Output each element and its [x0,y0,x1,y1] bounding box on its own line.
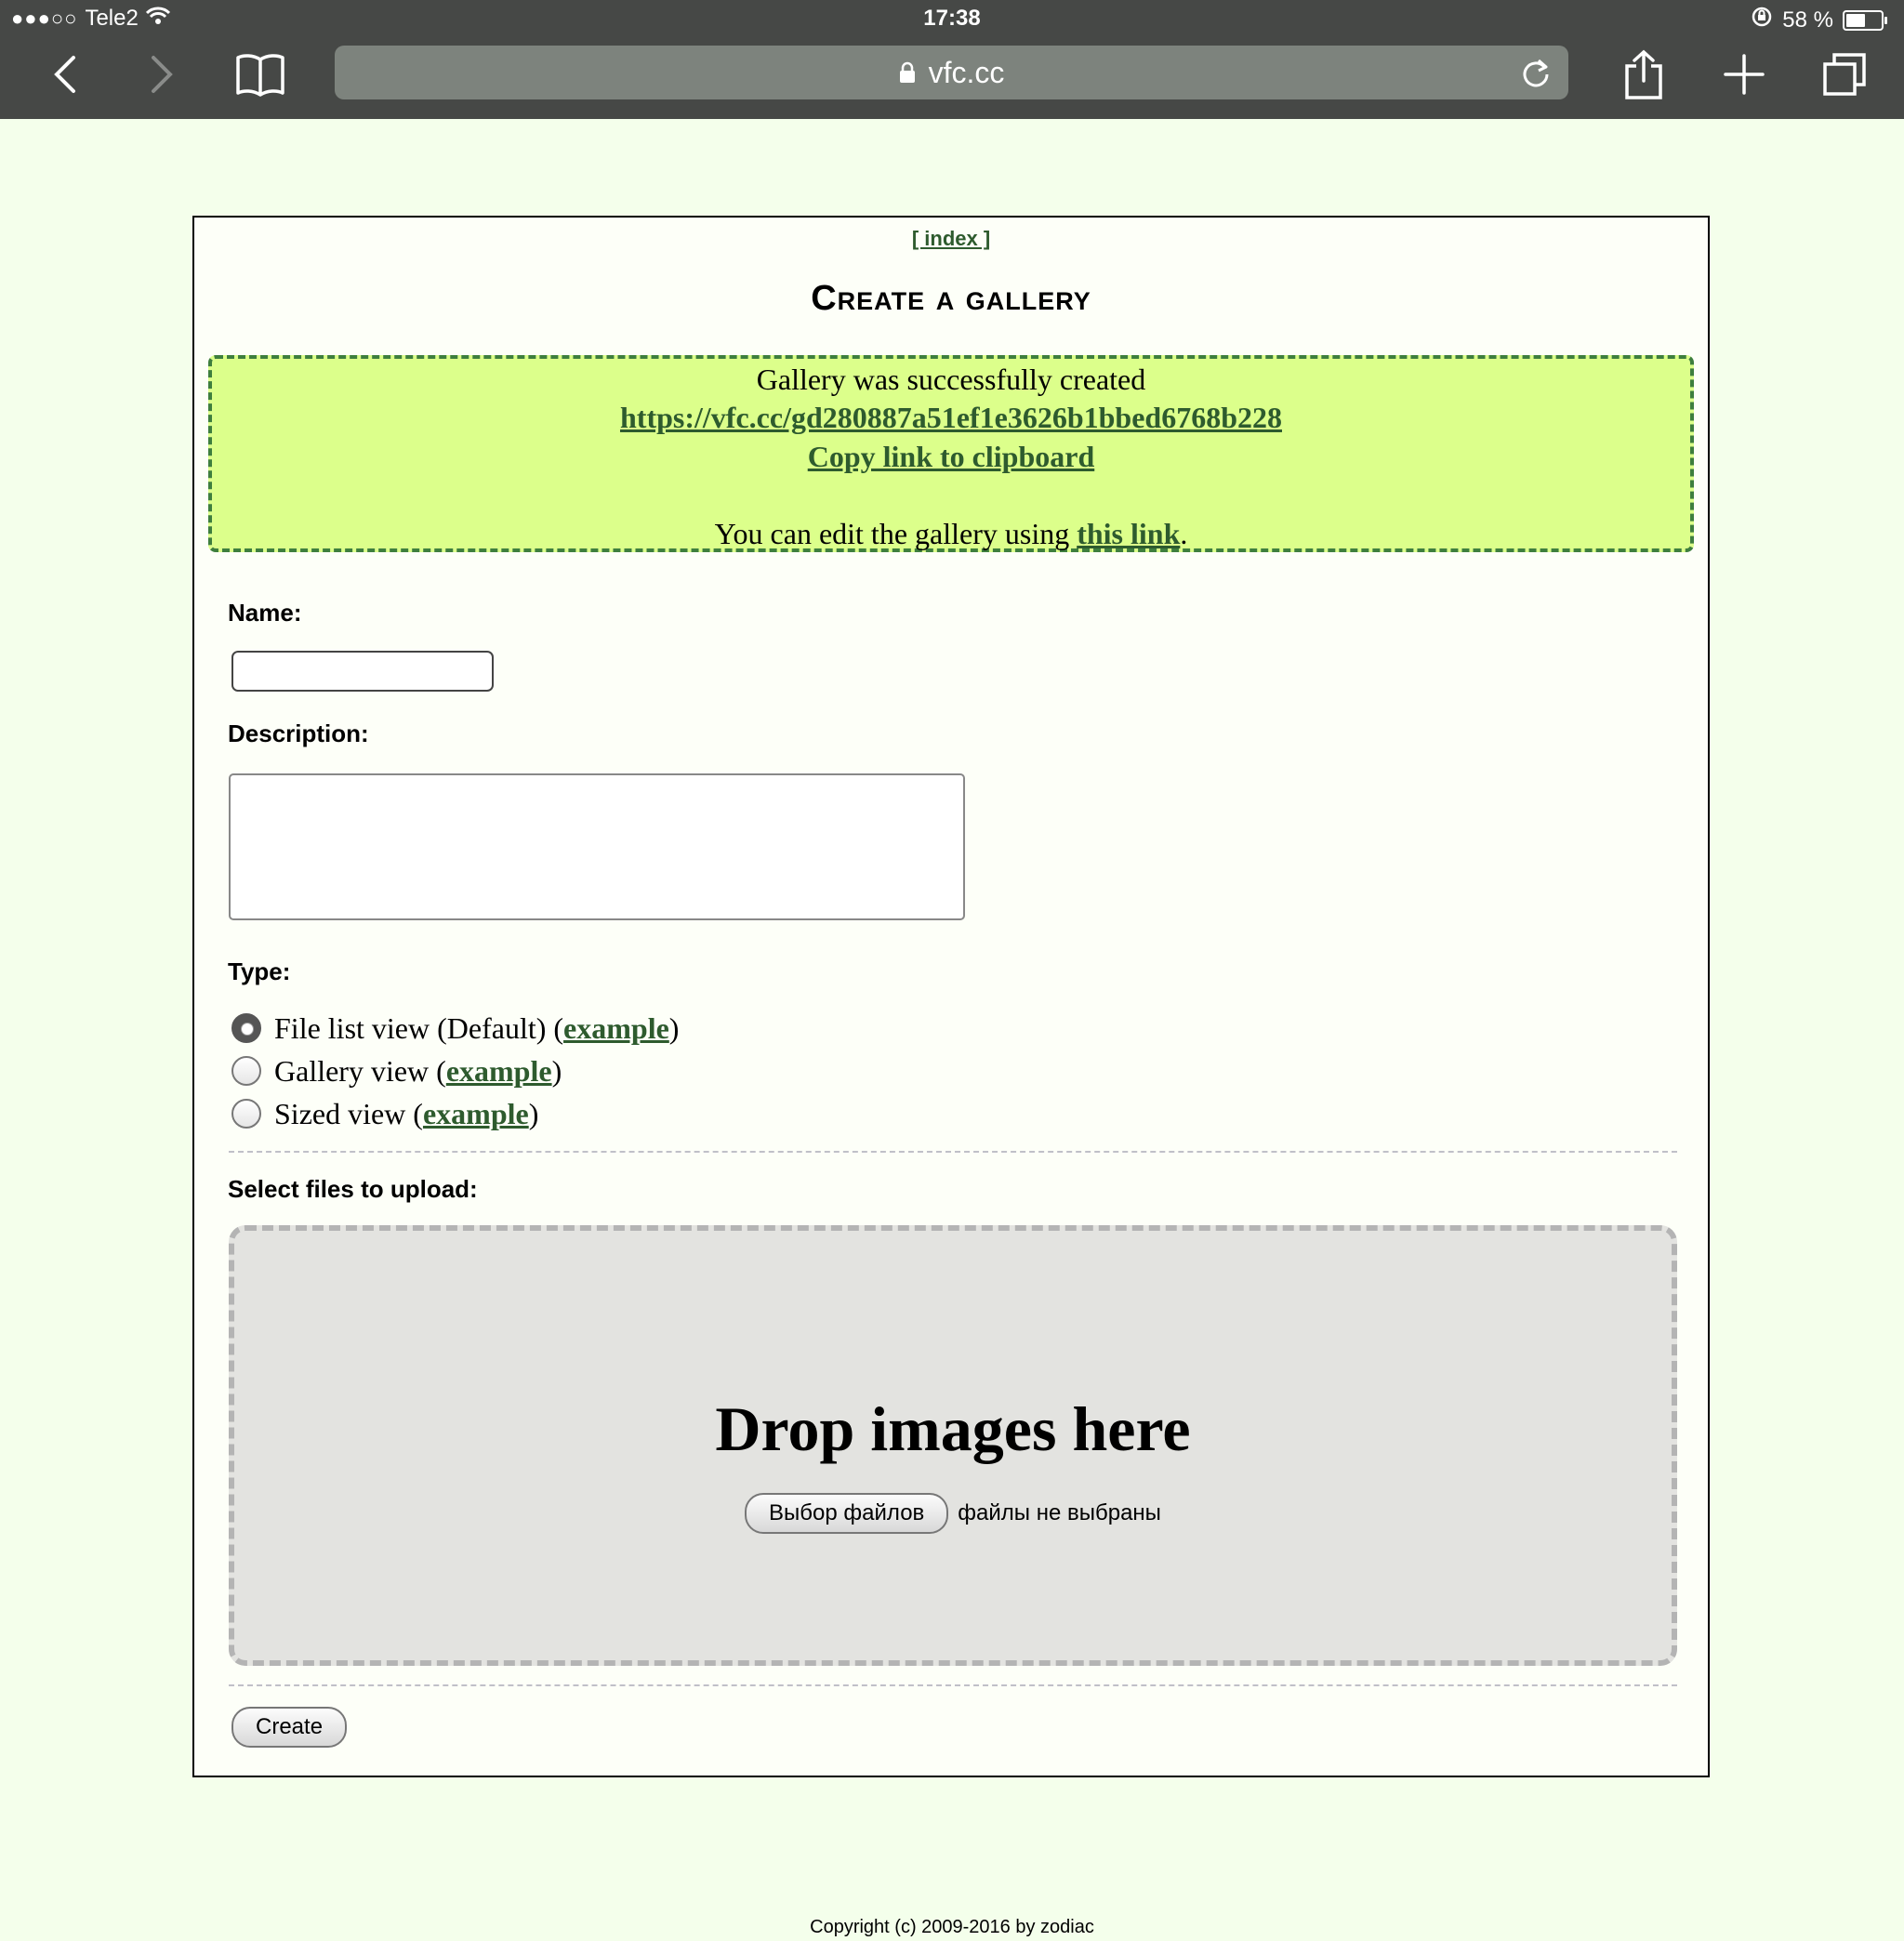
gallery-url-link[interactable]: https://vfc.cc/gd280887a51ef1e3626b1bbed6768b228 [620,401,1282,434]
edit-gallery-link[interactable]: this link [1077,517,1181,550]
share-button[interactable] [1616,46,1672,102]
no-files-selected-text: файлы не выбраны [958,1500,1161,1525]
description-textarea[interactable] [229,773,965,920]
divider [229,1684,1677,1686]
upload-label: Select files to upload: [228,1175,478,1203]
radio-gallery[interactable] [231,1056,261,1086]
back-button[interactable] [37,46,93,102]
bookmarks-icon [234,52,286,97]
radio-file-list[interactable] [231,1013,261,1043]
content-box [192,216,1710,1777]
example-link-file-list[interactable]: example [563,1010,669,1045]
browser-chrome [0,0,1904,119]
new-tab-button[interactable] [1716,46,1772,102]
battery-percent: 58 % [1782,7,1833,33]
back-icon [51,54,79,95]
forward-icon [148,54,176,95]
orientation-lock-icon [1751,6,1773,34]
radio-sized[interactable] [231,1099,261,1129]
bookmarks-button[interactable] [232,46,288,102]
name-label: Name: [228,599,302,627]
tabs-icon [1821,51,1868,98]
success-message: Gallery was successfully created [756,363,1146,396]
edit-notice [212,517,1690,551]
edit-notice-suffix: . [1180,517,1188,550]
type-option-sized[interactable] [231,1095,538,1132]
share-icon [1623,49,1664,99]
forward-button[interactable] [134,46,190,102]
status-bar [0,0,1904,37]
reload-icon [1520,57,1552,88]
url-text: vfc.cc [928,55,1005,89]
lock-icon [899,61,916,84]
type-label: Type: [228,957,291,985]
drop-zone[interactable] [229,1225,1677,1666]
create-button[interactable]: Create [231,1707,347,1748]
copy-link-button[interactable]: Copy link to clipboard [807,440,1095,473]
choose-files-button[interactable]: Выбор файлов [745,1493,948,1534]
success-notice [208,355,1694,552]
divider [229,1151,1677,1153]
copyright: Copyright (c) 2009-2016 by zodiac [810,1917,1094,1937]
address-bar[interactable] [335,46,1568,99]
type-option-label: File list view (Default) ( [274,1010,564,1045]
type-option-label: Gallery view ( [274,1053,446,1088]
page-title: Create a gallery [811,279,1091,318]
new-tab-icon [1723,53,1765,96]
tabs-button[interactable] [1817,46,1872,102]
type-option-file-list[interactable] [231,1010,679,1047]
type-option-suffix: ) [551,1053,562,1088]
battery-icon [1843,10,1884,31]
type-option-label: Sized view ( [274,1096,423,1130]
edit-notice-text: You can edit the gallery using [714,517,1078,550]
drop-zone-title: Drop images here [715,1393,1191,1464]
index-link[interactable]: [ index ] [911,227,991,250]
type-option-gallery[interactable] [231,1052,562,1089]
name-input[interactable] [231,651,494,692]
carrier-name: Tele2 [85,6,139,31]
type-option-suffix: ) [528,1096,539,1130]
example-link-sized[interactable]: example [422,1096,529,1130]
type-option-suffix: ) [668,1010,680,1045]
description-label: Description: [228,720,369,747]
example-link-gallery[interactable]: example [445,1053,552,1088]
signal-strength-icon: ●●●○○ [11,7,78,30]
status-time: 17:38 [923,6,981,31]
reload-button[interactable] [1520,57,1552,96]
